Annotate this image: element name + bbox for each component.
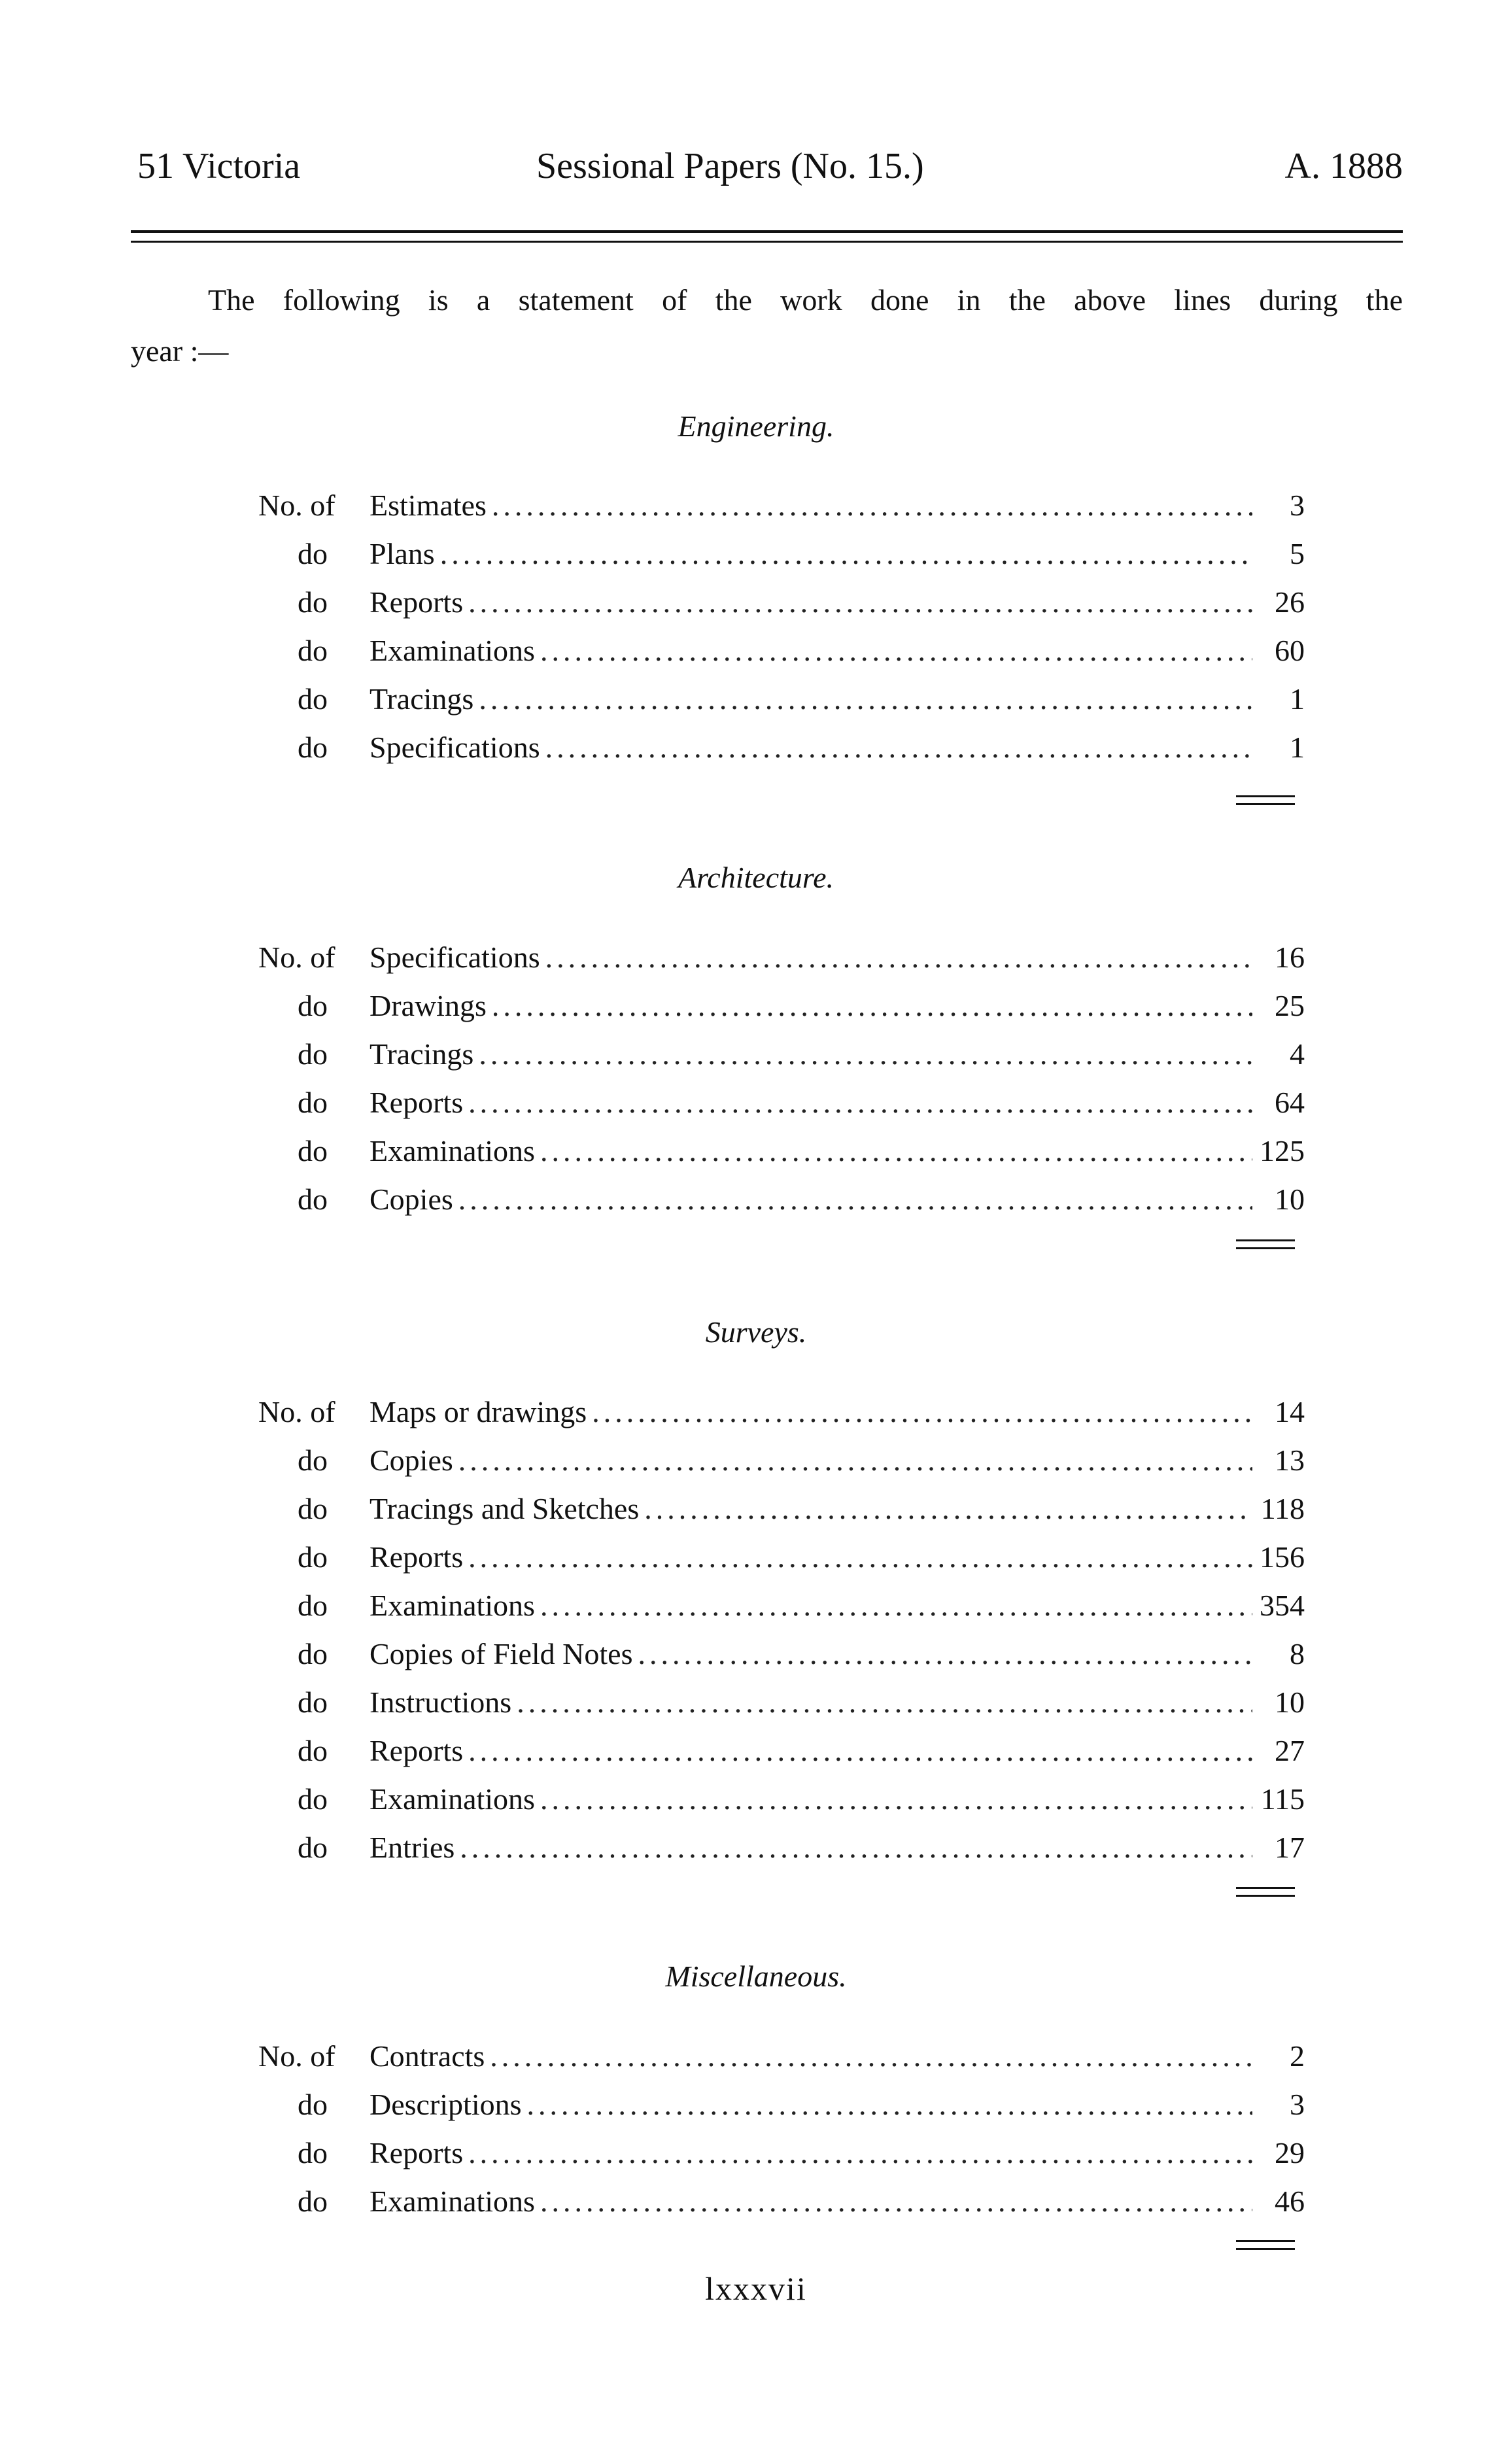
dot-leader (479, 675, 1252, 723)
row-label: Tracings and Sketches (369, 1492, 640, 1525)
row-value: 27 (1275, 1734, 1305, 1767)
running-head-session: 51 Victoria (137, 146, 301, 186)
row-value: 156 (1260, 1540, 1305, 1574)
row-leader (369, 1436, 1305, 1485)
row-label: Reports (369, 2136, 464, 2169)
row-value: 354 (1260, 1589, 1305, 1622)
table-row (258, 1727, 1305, 1775)
row-value: 64 (1275, 1086, 1305, 1119)
row-leader (369, 1727, 1305, 1775)
row-label: Tracings (369, 1037, 474, 1071)
dot-leader (545, 723, 1252, 772)
row-prefix: do (298, 537, 328, 570)
row-value: 118 (1260, 1492, 1305, 1525)
dot-leader (592, 1388, 1252, 1436)
row-label: Tracings (369, 682, 474, 716)
table-row (258, 1823, 1305, 1872)
row-value: 26 (1275, 585, 1305, 619)
dot-leader (540, 1127, 1252, 1175)
row-value: 1 (1290, 731, 1305, 764)
dot-leader (468, 1533, 1252, 1581)
dot-leader (540, 1581, 1252, 1630)
table-row (258, 1630, 1305, 1678)
table-row (258, 1581, 1305, 1630)
engineering-table (258, 481, 1305, 772)
table-row (258, 1678, 1305, 1727)
row-value: 16 (1275, 941, 1305, 974)
row-leader (369, 481, 1305, 530)
row-label: Contracts (369, 2039, 485, 2073)
row-label: Reports (369, 1540, 464, 1574)
row-value: 46 (1275, 2185, 1305, 2218)
row-label: Maps or drawings (369, 1395, 587, 1428)
row-prefix: do (298, 1589, 328, 1622)
row-leader (369, 1175, 1305, 1224)
dot-leader (545, 933, 1252, 982)
intro-paragraph (131, 275, 1403, 377)
row-label: Specifications (369, 731, 540, 764)
row-label: Examinations (369, 1782, 535, 1816)
row-value: 1 (1290, 682, 1305, 716)
dot-leader (490, 2032, 1252, 2081)
row-label: Copies (369, 1183, 453, 1216)
row-prefix: do (298, 2136, 328, 2169)
row-prefix: do (298, 2185, 328, 2218)
dot-leader (468, 1079, 1252, 1127)
row-leader (369, 933, 1305, 982)
row-label: Descriptions (369, 2088, 522, 2121)
header-rule (131, 241, 1403, 243)
row-leader (369, 627, 1305, 675)
table-row (258, 1127, 1305, 1175)
row-prefix: do (298, 1183, 328, 1216)
row-prefix: do (298, 989, 328, 1022)
row-label: Specifications (369, 941, 540, 974)
surveys-table (258, 1388, 1305, 1872)
row-value: 5 (1290, 537, 1305, 570)
table-row (258, 675, 1305, 723)
row-value: 14 (1275, 1395, 1305, 1428)
header-rule (131, 230, 1403, 233)
row-prefix: do (298, 585, 328, 619)
row-leader (369, 1775, 1305, 1823)
table-row (258, 723, 1305, 772)
row-value: 125 (1260, 1134, 1305, 1167)
dot-leader (479, 1030, 1252, 1079)
row-leader (369, 2177, 1305, 2226)
dot-leader (638, 1630, 1252, 1678)
row-leader (369, 723, 1305, 772)
row-label: Examinations (369, 1134, 535, 1167)
section-heading-surveys: Surveys. (705, 1315, 807, 1349)
row-prefix: do (298, 634, 328, 667)
row-prefix: do (298, 1734, 328, 1767)
running-head-title: Sessional Papers (No. 15.) (536, 146, 924, 186)
row-value: 8 (1290, 1637, 1305, 1670)
architecture-table (258, 933, 1305, 1224)
table-row (258, 1533, 1305, 1581)
table-row (258, 1485, 1305, 1533)
row-prefix: No. of (258, 2039, 335, 2073)
row-label: Plans (369, 537, 435, 570)
row-prefix: do (298, 1134, 328, 1167)
row-prefix: No. of (258, 1395, 335, 1428)
dot-leader (440, 530, 1252, 578)
row-label: Copies of Field Notes (369, 1637, 633, 1670)
row-value: 17 (1275, 1831, 1305, 1864)
row-value: 13 (1275, 1443, 1305, 1477)
row-prefix: do (298, 2088, 328, 2121)
row-prefix: do (298, 1086, 328, 1119)
row-leader (369, 2129, 1305, 2177)
table-row (258, 1436, 1305, 1485)
row-leader (369, 1581, 1305, 1630)
row-label: Examinations (369, 1589, 535, 1622)
row-prefix: No. of (258, 489, 335, 522)
table-row (258, 1388, 1305, 1436)
row-label: Copies (369, 1443, 453, 1477)
row-prefix: do (298, 1037, 328, 1071)
table-row (258, 1079, 1305, 1127)
table-row (258, 1175, 1305, 1224)
row-value: 10 (1275, 1183, 1305, 1216)
dot-leader (517, 1678, 1252, 1727)
table-row (258, 1775, 1305, 1823)
row-value: 3 (1290, 489, 1305, 522)
row-label: Drawings (369, 989, 487, 1022)
row-value: 115 (1260, 1782, 1305, 1816)
dot-leader (540, 1775, 1252, 1823)
page-number: lxxxvii (705, 2270, 807, 2307)
row-prefix: do (298, 1492, 328, 1525)
table-row (258, 2032, 1305, 2081)
row-value: 25 (1275, 989, 1305, 1022)
row-leader (369, 578, 1305, 627)
row-leader (369, 1630, 1305, 1678)
miscellaneous-table (258, 2032, 1305, 2226)
dot-leader (540, 2177, 1252, 2226)
table-row (258, 481, 1305, 530)
row-prefix: do (298, 1782, 328, 1816)
table-row (258, 578, 1305, 627)
row-label: Reports (369, 585, 464, 619)
row-value: 29 (1275, 2136, 1305, 2169)
row-leader (369, 675, 1305, 723)
row-leader (369, 1030, 1305, 1079)
section-heading-engineering: Engineering. (678, 409, 834, 443)
table-row (258, 2081, 1305, 2129)
table-row (258, 627, 1305, 675)
dot-leader (460, 1823, 1252, 1872)
dot-leader (540, 627, 1252, 675)
table-row (258, 530, 1305, 578)
dot-leader (492, 481, 1252, 530)
dot-leader (644, 1485, 1252, 1533)
row-value: 10 (1275, 1685, 1305, 1719)
row-prefix: do (298, 1443, 328, 1477)
table-row (258, 2129, 1305, 2177)
row-label: Reports (369, 1734, 464, 1767)
dot-leader (468, 578, 1252, 627)
section-heading-architecture: Architecture. (678, 861, 834, 894)
row-value: 4 (1290, 1037, 1305, 1071)
row-leader (369, 530, 1305, 578)
row-label: Examinations (369, 634, 535, 667)
dot-leader (458, 1436, 1252, 1485)
row-prefix: do (298, 1831, 328, 1864)
row-prefix: do (298, 1685, 328, 1719)
row-label: Instructions (369, 1685, 512, 1719)
row-leader (369, 1678, 1305, 1727)
intro-line: The following is a statement of the work done in the above lines during the (208, 283, 1403, 317)
row-leader (369, 2081, 1305, 2129)
row-prefix: do (298, 682, 328, 716)
row-label: Estimates (369, 489, 487, 522)
row-leader (369, 2032, 1305, 2081)
row-leader (369, 1533, 1305, 1581)
row-prefix: No. of (258, 941, 335, 974)
row-leader (369, 1127, 1305, 1175)
dot-leader (468, 2129, 1252, 2177)
dot-leader (492, 982, 1252, 1030)
row-prefix: do (298, 1540, 328, 1574)
running-head (131, 145, 1403, 191)
table-row (258, 982, 1305, 1030)
row-value: 2 (1290, 2039, 1305, 2073)
row-value: 60 (1275, 634, 1305, 667)
table-row (258, 2177, 1305, 2226)
row-label: Entries (369, 1831, 455, 1864)
row-leader (369, 1079, 1305, 1127)
row-value: 3 (1290, 2088, 1305, 2121)
row-leader (369, 1485, 1305, 1533)
row-leader (369, 1823, 1305, 1872)
row-prefix: do (298, 1637, 328, 1670)
row-prefix: do (298, 731, 328, 764)
section-heading-miscellaneous: Miscellaneous. (665, 1960, 847, 1993)
row-leader (369, 1388, 1305, 1436)
dot-leader (527, 2081, 1252, 2129)
table-row (258, 933, 1305, 982)
dot-leader (468, 1727, 1252, 1775)
dot-leader (458, 1175, 1252, 1224)
running-head-year: A. 1888 (1284, 146, 1403, 186)
row-label: Examinations (369, 2185, 535, 2218)
row-label: Reports (369, 1086, 464, 1119)
table-row (258, 1030, 1305, 1079)
intro-line: year :— (131, 334, 229, 368)
row-leader (369, 982, 1305, 1030)
